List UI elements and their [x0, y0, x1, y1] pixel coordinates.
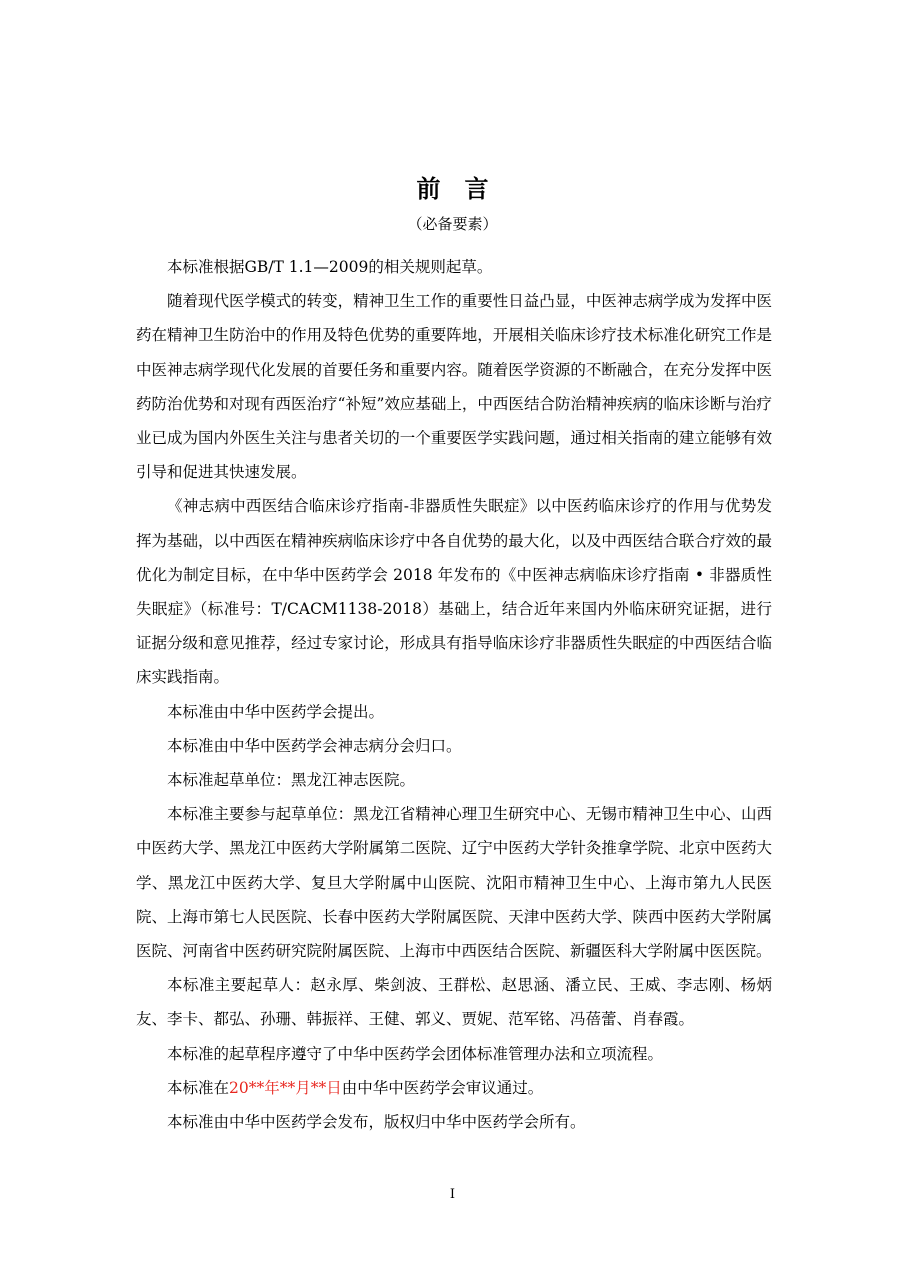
- paragraph-procedure: 本标准的起草程序遵守了中华中医药学会团体标准管理办法和立项流程。: [167, 1044, 664, 1063]
- document-body: [136, 250, 772, 1139]
- approval-date-placeholder: 20**年**月**日: [229, 1078, 342, 1097]
- paragraph-participating-units: 本标准主要参与起草单位：黑龙江省精神心理卫生研究中心、无锡市精神卫生中心、山西中医药大学、黑龙江中医药大学附属第二医院、辽宁中医药大学针灸推拿学院、北京中医药大学、黑龙江中医药大学、复旦大学附属中山医院、沈阳市精神卫生中心、上海市第九人民医院、上海市第七人民医院、长春中医药大学附属医院、天津中医药大学、陕西中医药大学附属医院、河南省中医药研究院附属医院、上海市中西医结合医院、新疆医科大学附属中医医院。: [136, 805, 772, 961]
- page-subtitle: （必备要素）: [407, 215, 498, 233]
- paragraph-main-drafters: 本标准主要起草人：赵永厚、柴剑波、王群松、赵思涵、潘立民、王威、李志刚、杨炳友、李卡、都弘、孙珊、韩振祥、王健、郭义、贾妮、范军铭、冯蓓蕾、肖春霞。: [136, 976, 772, 1029]
- approval-suffix: 由中华中医药学会审议通过。: [341, 1078, 544, 1097]
- paragraph-approval: [136, 1071, 772, 1105]
- paragraph-drafting-unit: 本标准起草单位：黑龙江神志医院。: [167, 771, 416, 790]
- paragraph-guideline-basis: 《神志病中西医结合临床诊疗指南-非器质性失眠症》以中医药临床诊疗的作用与优势发挥为基础，以中西医在精神疾病临床诊疗中各自优势的最大化，以及中西医结合联合疗效的最优化为制定目标，在中华中医药学会 2018 年发布的《中医神志病临床诊疗指南 • 非器质性失眠症》（标准号：T/CACM1138-2018）基础上，结合近年来国内外临床研究证据，进行证据分级和意见推荐，经过专家讨论，形成具有指导临床诊疗非器质性失眠症的中西医结合临床实践指南。: [136, 497, 772, 687]
- page-number: I: [449, 1187, 456, 1202]
- page-title: 前言: [416, 174, 513, 203]
- paragraph-background: 随着现代医学模式的转变，精神卫生工作的重要性日益凸显，中医神志病学成为发挥中医药在精神卫生防治中的作用及特色优势的重要阵地，开展相关临床诊疗技术标准化研究工作是中医神志病学现代化发展的首要任务和重要内容。随着医学资源的不断融合，在充分发挥中医药防治优势和对现有西医治疗“补短”效应基础上，中西医结合防治精神疾病的临床诊断与治疗业已成为国内外医生关注与患者关切的一个重要医学实践问题，通过相关指南的建立能够有效引导和促进其快速发展。: [136, 292, 772, 482]
- paragraph-drafting-rules: 本标准根据GB/T 1.1—2009的相关规则起草。: [167, 258, 493, 276]
- paragraph-copyright: 本标准由中华中医药学会发布，版权归中华中医药学会所有。: [167, 1113, 586, 1132]
- approval-prefix: 本标准在: [167, 1078, 230, 1097]
- paragraph-centralized-unit: 本标准由中华中医药学会神志病分会归口。: [167, 736, 462, 755]
- paragraph-proposer: 本标准由中华中医药学会提出。: [167, 702, 385, 721]
